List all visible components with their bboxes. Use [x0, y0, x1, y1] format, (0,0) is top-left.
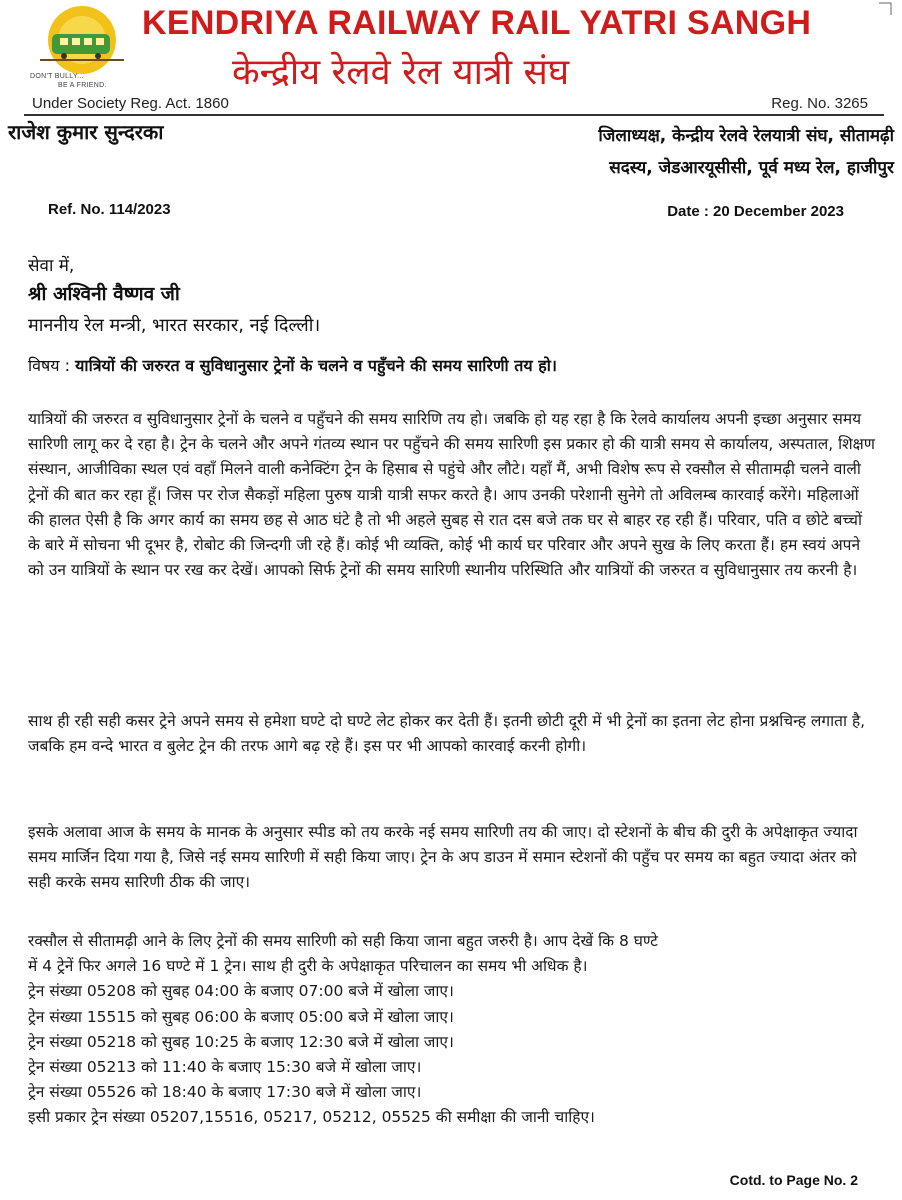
subject-line	[28, 354, 557, 376]
designation-line-1: जिलाध्यक्ष, केन्द्रीय रेलवे रेलयात्री संघ, सीतामढ़ी	[598, 126, 894, 146]
sender-name: राजेश कुमार सुन्दरका	[8, 120, 164, 144]
train-request-1: ट्रेन संख्या 05208 को सुबह 04:00 के बजाए 07:00 बजे में खोला जाए।	[28, 982, 454, 1001]
body-paragraph-1: यात्रियों की जरुरत व सुविधानुसार ट्रेनों के चलने व पहुँचने की समय सारिणि तय हो। जबकि हो यह रहा है कि रेलवे कार्यालय अपनी इच्छा अनुसार समय सारिणी लागू कर दे रहा है। ट्रेन के चलने और अपने गंतव्य स्थान पर पहुँचने की समय सारिणी इस प्रकार हो की यात्री समय से कार्यालय, अस्पताल, शिक्षण संस्थान, आजीविका स्थल एवं वहाँ मिलने वाली कनेक्टिंग ट्रेन के हिसाब से पहुंचे और लौटे। यहाँ मैं, अभी विशेष रूप से रक्सौल से सीतामढ़ी चलने वाली ट्रेनों की बात कर रहा हूँ। जिस पर रोज सैकड़ों महिला पुरुष यात्री यात्री सफर करते है। आप उनकी परेशानी सुनेगे तो अविलम्ब कारवाई करेंगे। महिलाओं की हालत ऐसी है कि अगर कार्य का समय छह से आठ घंटे है तो भी अहले सुबह से रात दस बजे तक घर से बाहर रह रही हैं। परिवार, पति व छोटे बच्चों के बारे में सोचना भी दूभर है, रोबोट की जिन्दगी जी रहे हैं। कोई भी व्यक्ति, कोई भी कार्य घर परिवार और अपने सुख के लिए करता हैं। हम स्वयं अपने को उन यात्रियों के स्थान पर रख कर देखें। आपको सिर्फ ट्रेनों की समय सारिणी स्थानीय परिस्थिति और यात्रियों की जरुरत व सुविधानुसार तय करनी है।	[28, 410, 875, 580]
reference-number: Ref. No. 114/2023	[48, 201, 171, 218]
train-request-5: ट्रेन संख्या 05526 को 18:40 के बजाए 17:30 बजे में खोला जाए।	[28, 1083, 422, 1102]
body-paragraph-2: साथ ही रही सही कसर ट्रेने अपने समय से हमेशा घण्टे दो घण्टे लेट होकर कर देती हैं। इतनी छोटी दूरी में भी ट्रेनों का इतना लेट होना प्रश्नचिन्ह लगाता है, जबकि हम वन्दे भारत व बुलेट ट्रेन की तरफ आगे बढ़ रहे हैं। इस पर भी आपको कारवाई करनी होगी।	[28, 712, 866, 756]
logo-tagline	[30, 72, 140, 90]
continued-note: Cotd. to Page No. 2	[729, 1172, 858, 1188]
tagline-line-2: BE A FRIEND.	[58, 82, 107, 89]
paragraph-4-line-2: में 4 ट्रेनें फिर अगले 16 घण्टे में 1 ट्रेन। साथ ही दुरी के अपेक्षाकृत परिचालन का समय भी अधिक है।	[28, 957, 588, 976]
train-request-2: ट्रेन संख्या 15515 को सुबह 06:00 के बजाए 05:00 बजे में खोला जाए।	[28, 1007, 454, 1026]
train-request-4: ट्रेन संख्या 05213 को 11:40 के बजाए 15:30 बजे में खोला जाए।	[28, 1058, 422, 1077]
header-divider	[24, 114, 884, 116]
org-name-english: KENDRIYA RAILWAY RAIL YATRI SANGH	[142, 4, 812, 42]
train-request-3: ट्रेन संख्या 05218 को सुबह 10:25 के बजाए 12:30 बजे में खोला जाए।	[28, 1032, 454, 1051]
salutation: सेवा में,	[28, 256, 75, 276]
recipient-name: श्री अश्विनी वैष्णव जी	[28, 283, 180, 305]
registration-number: Reg. No. 3265	[771, 95, 868, 112]
paragraph-4-line-1: रक्सौल से सीतामढ़ी आने के लिए ट्रेनों की समय सारिणी को सही किया जाना बहुत जरुरी है। आप देखें कि 8 घण्टे	[28, 932, 658, 950]
sender-designation	[598, 120, 894, 184]
subject-label: विषय :	[28, 356, 76, 375]
body-paragraph-3: इसके अलावा आज के समय के मानक के अनुसार स्पीड को तय करके नई समय सारिणी तय की जाए। दो स्टेशनों के बीच की दुरी के अपेक्षाकृत ज्यादा समय मार्जिन दिया गया है, जिसे नई समय सारिणी में सही किया जाए। ट्रेन के अप डाउन में समान स्टेशनों की पहुँच पर समय का बहुत ज्यादा अंतर को सही करके समय सारिणी ठीक की जाए।	[28, 823, 858, 892]
page-corner-mark	[878, 2, 892, 16]
designation-line-2: सदस्य, जेडआरयूसीसी, पूर्व मध्य रेल, हाजीपुर	[609, 158, 894, 178]
subject-text: यात्रियों की जरुरत व सुविधानुसार ट्रेनों के चलने व पहुँचने की समय सारिणी तय हो।	[75, 356, 557, 375]
letter-date: Date : 20 December 2023	[667, 203, 844, 220]
body-paragraph-4	[28, 929, 878, 1131]
society-reg-act: Under Society Reg. Act. 1860	[32, 95, 229, 112]
review-request: इसी प्रकार ट्रेन संख्या 05207,15516, 05217, 05212, 05525 की समीक्षा की जानी चाहिए।	[28, 1108, 595, 1127]
recipient-title: माननीय रेल मन्त्री, भारत सरकार, नई दिल्ली।	[28, 315, 321, 336]
org-name-hindi: केन्द्रीय रेलवे रेल यात्री संघ	[232, 52, 570, 93]
tagline-line-1: DON'T BULLY...	[30, 73, 84, 80]
